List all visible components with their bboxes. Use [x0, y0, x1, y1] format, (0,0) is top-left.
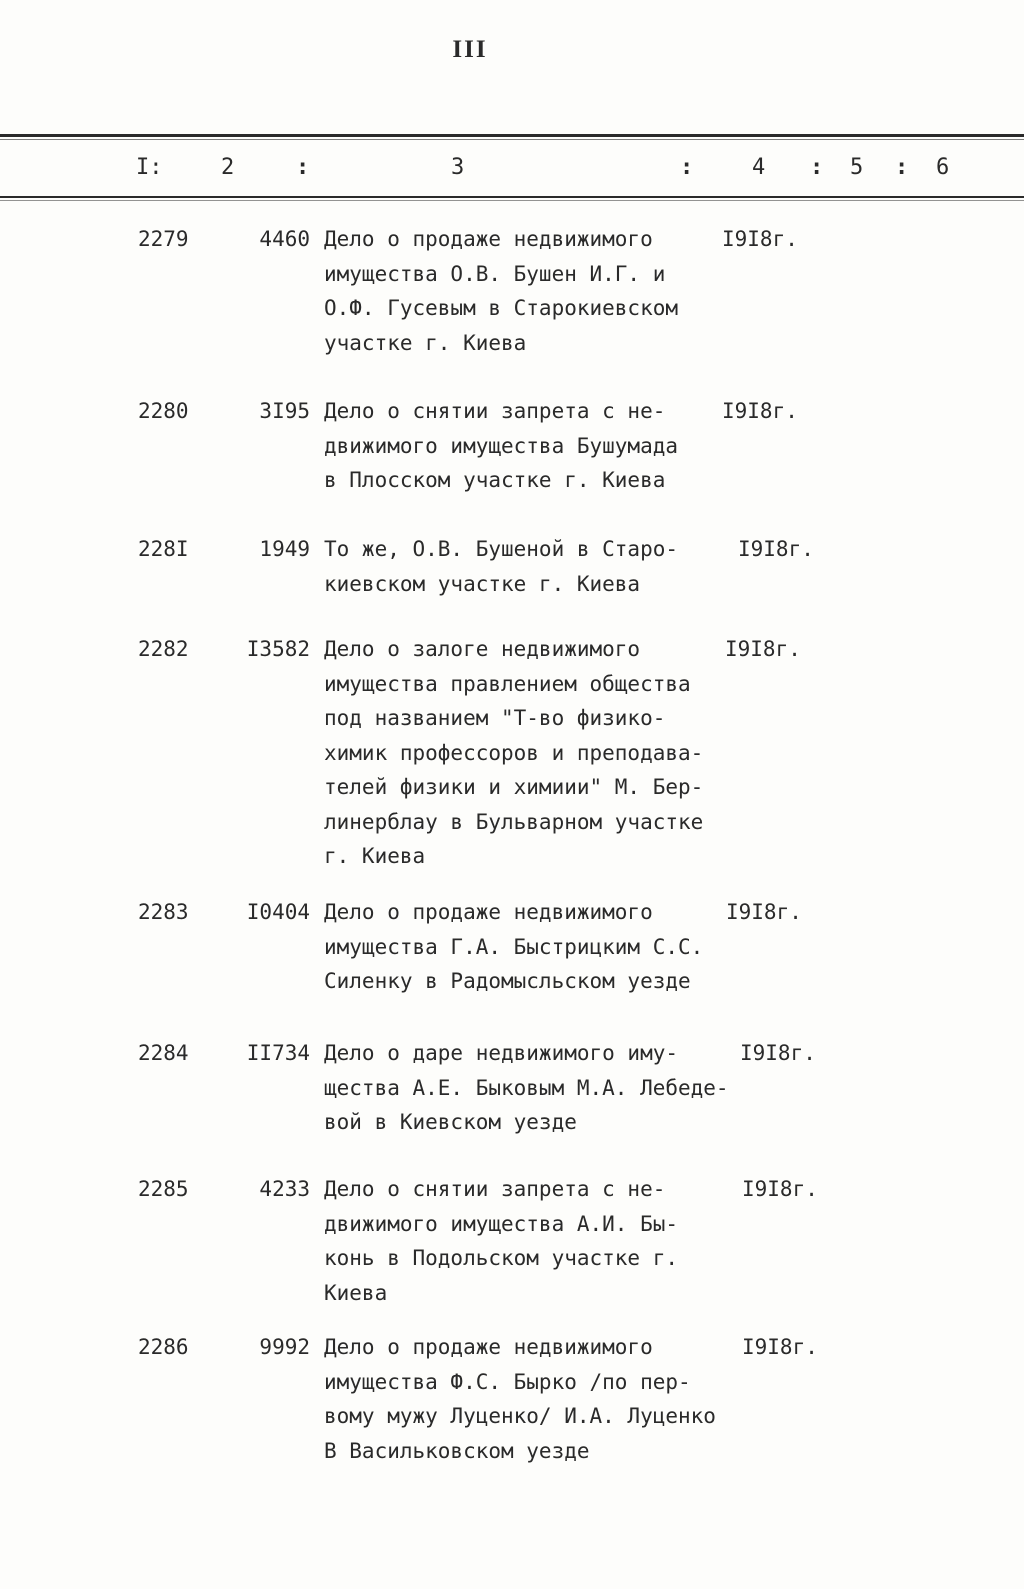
entry-description: [324, 394, 724, 498]
description-line: Силенку в Радомысльском уезде: [324, 969, 691, 993]
description-line: имущества правлением общества: [324, 671, 691, 696]
entry-number: 228I: [138, 537, 189, 561]
column-header-6: 6: [936, 155, 950, 180]
description-line: вой в Киевском уезде: [324, 1110, 577, 1134]
description-line: вому мужу Луценко/ И.А. Луценко: [324, 1404, 716, 1428]
entry-description: [324, 222, 724, 360]
description-line: движимого имущества А.И. Бы-: [324, 1211, 679, 1236]
description-line: Киева: [324, 1280, 388, 1305]
entry-code: 1949: [259, 537, 310, 561]
column-separator: :: [810, 155, 824, 180]
description-line: имущества Ф.С. Бырко /по пер-: [324, 1369, 691, 1394]
page-number: III: [452, 36, 488, 63]
column-header-5: 5: [850, 155, 864, 180]
column-header-2: 2: [221, 155, 235, 180]
entry-year: I9I8г.: [726, 900, 802, 924]
entry-code: 9992: [259, 1335, 310, 1359]
header-bottom-rule: [0, 196, 1024, 198]
entry-code: 3I95: [259, 399, 310, 423]
entry-code: I0404: [246, 900, 310, 924]
header-bottom-rule-thin: [0, 200, 1024, 201]
description-line: То же, О.В. Бушеной в Старо-: [324, 537, 679, 561]
entry-description: [324, 632, 724, 874]
description-line: телей физики и химиии" М. Бер-: [324, 775, 704, 799]
entry-code: I3582: [246, 637, 310, 661]
entry-number: 2280: [138, 399, 189, 423]
entry-description: [324, 895, 724, 999]
entry-number: 2279: [138, 227, 189, 251]
column-header-4: 4: [752, 155, 766, 180]
entry-number: 2282: [138, 637, 189, 661]
column-header-1: I:: [136, 155, 163, 180]
description-line: В Васильковском уезде: [324, 1438, 590, 1463]
description-line: имущества О.В. Бушен И.Г. и: [324, 261, 666, 286]
description-line: линерблау в Бульварном участке: [324, 809, 704, 834]
description-line: Дело о даре недвижимого иму-: [324, 1041, 679, 1065]
entry-number: 2283: [138, 900, 189, 924]
description-line: движимого имущества Бушумада: [324, 433, 679, 458]
column-separator: :: [296, 155, 310, 180]
entry-year: I9I8г.: [738, 537, 814, 561]
column-separator: :: [680, 155, 694, 180]
description-line: химик профессоров и преподава-: [324, 740, 704, 765]
description-line: Дело о снятии запрета с не-: [324, 399, 666, 423]
entry-year: I9I8г.: [722, 399, 798, 423]
entry-year: I9I8г.: [722, 227, 798, 251]
description-line: участке г. Киева: [324, 330, 527, 355]
description-line: в Плосском участке г. Киева: [324, 468, 666, 492]
description-line: под названием "Т-во физико-: [324, 706, 666, 730]
description-line: щества А.Е. Быковым М.А. Лебеде-: [324, 1075, 729, 1100]
description-line: конь в Подольском участке г.: [324, 1246, 679, 1270]
entry-number: 2284: [138, 1041, 189, 1065]
entry-description: [324, 1172, 724, 1310]
description-line: Дело о залоге недвижимого: [324, 637, 641, 661]
description-line: Дело о продаже недвижимого: [324, 227, 653, 251]
description-line: Дело о продаже недвижимого: [324, 1335, 653, 1359]
entry-number: 2286: [138, 1335, 189, 1359]
entry-year: I9I8г.: [740, 1041, 816, 1065]
entry-code: 4233: [259, 1177, 310, 1201]
description-line: Дело о продаже недвижимого: [324, 900, 653, 924]
description-line: Дело о снятии запрета с не-: [324, 1177, 666, 1201]
header-top-rule: [0, 134, 1024, 137]
entry-description: [324, 1330, 724, 1468]
description-line: имущества Г.А. Быстрицким С.С.: [324, 934, 704, 959]
column-header-3: 3: [451, 155, 465, 180]
column-separator: :: [895, 155, 909, 180]
entry-description: [324, 1036, 729, 1140]
description-line: О.Ф. Гусевым в Старокиевском: [324, 296, 679, 320]
entry-year: I9I8г.: [742, 1335, 818, 1359]
description-line: киевском участке г. Киева: [324, 571, 641, 596]
header-top-rule-thin: [0, 139, 1024, 140]
entry-year: I9I8г.: [725, 637, 801, 661]
entry-number: 2285: [138, 1177, 189, 1201]
entry-description: [324, 532, 724, 601]
entry-code: 4460: [259, 227, 310, 251]
description-line: г. Киева: [324, 844, 426, 868]
entry-year: I9I8г.: [742, 1177, 818, 1201]
entry-code: II734: [246, 1041, 310, 1065]
